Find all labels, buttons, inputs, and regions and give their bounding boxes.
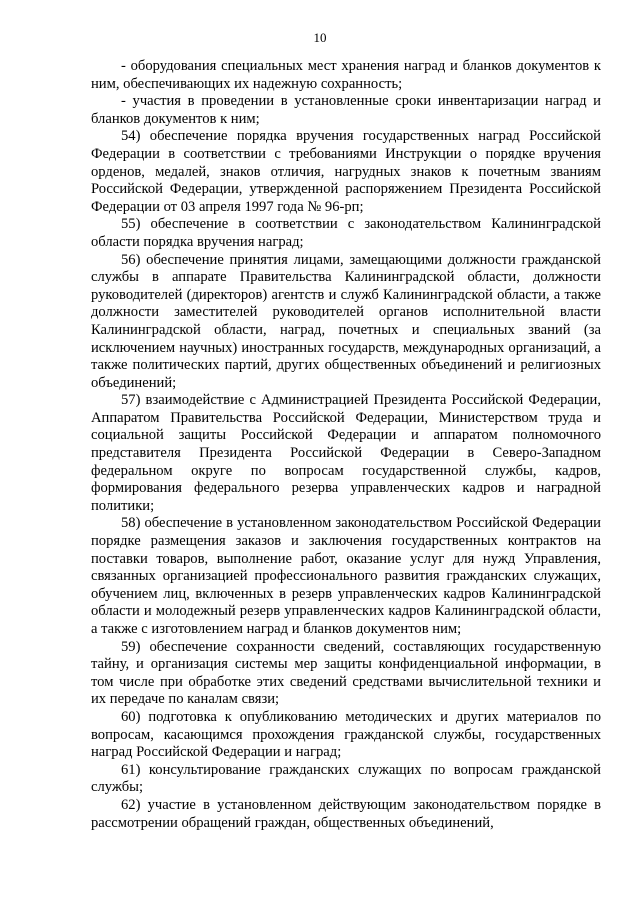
paragraph: 56) обеспечение принятия лицами, замещающими должности гражданской службы в аппарате Правительства Калининградской области, должности руководителей (директоров) агентств и служб Калининградской области, а также должности заместителей руководителей органов исполнительной власти Калининградской области, наград, почетных и специальных званий (за исключением научных) иностранных государств, международных организаций, а также политических партий, других общественных объединений и религиозных объединений; (91, 251, 601, 391)
paragraph: 61) консультирование гражданских служащих по вопросам гражданской службы; (91, 761, 601, 796)
paragraph: 57) взаимодействие с Администрацией Президента Российской Федерации, Аппаратом Правительства Российской Федерации, Министерством труда и социальной защиты Российской Федерации и аппаратом полномочного представителя Президента Российской Федерации в Северо-Западном федеральном округе по вопросам государственной службы, кадров, формирования федерального резерва управленческих кадров и наградной политики; (91, 392, 601, 514)
paragraph: 55) обеспечение в соответствии с законодательством Калининградской области порядка вручения наград; (91, 216, 601, 250)
paragraph: 58) обеспечение в установленном законодательством Российской Федерации порядке размещения заказов и заключения государственных контрактов на поставки товаров, выполнение работ, оказание услуг для нужд Управления, связанных организацией профессионального развития гражданских служащих, обучением лиц, включенных в резерв управленческих кадров Калининградской области и молодежный резерв управленческих кадров Калининградской области, а также с изготовлением наград и бланков документов ним; (91, 515, 601, 637)
paragraph: 59) обеспечение сохранности сведений, составляющих государственную тайну, и организация системы мер защиты конфиденциальной информации, в том числе при обработке этих сведений средствами вычислительной техники и их передаче по каналам связи; (91, 638, 601, 708)
paragraph: - оборудования специальных мест хранения наград и бланков документов к ним, обеспечивающих их надежную сохранность; (91, 58, 601, 92)
paragraph: 62) участие в установленном действующим законодательством порядке в рассмотрении обращений граждан, общественных объединений, (91, 796, 601, 831)
paragraph: 60) подготовка к опубликованию методических и других материалов по вопросам, касающимся прохождения гражданской службы, государственных наград Российской Федерации и наград; (91, 708, 601, 761)
document-body (91, 58, 601, 832)
paragraph: - участия в проведении в установленные сроки инвентаризации наград и бланков документов к ним; (91, 93, 601, 127)
page-number: 10 (313, 30, 327, 45)
paragraph: 54) обеспечение порядка вручения государственных наград Российской Федерации в соответствии с требованиями Инструкции о порядке вручения орденов, медалей, знаков отличия, нагрудных знаков к почетным званиям Российской Федерации, утвержденной распоряжением Президента Российской Федерации от 03 апреля 1997 года № 96-рп; (91, 128, 601, 215)
